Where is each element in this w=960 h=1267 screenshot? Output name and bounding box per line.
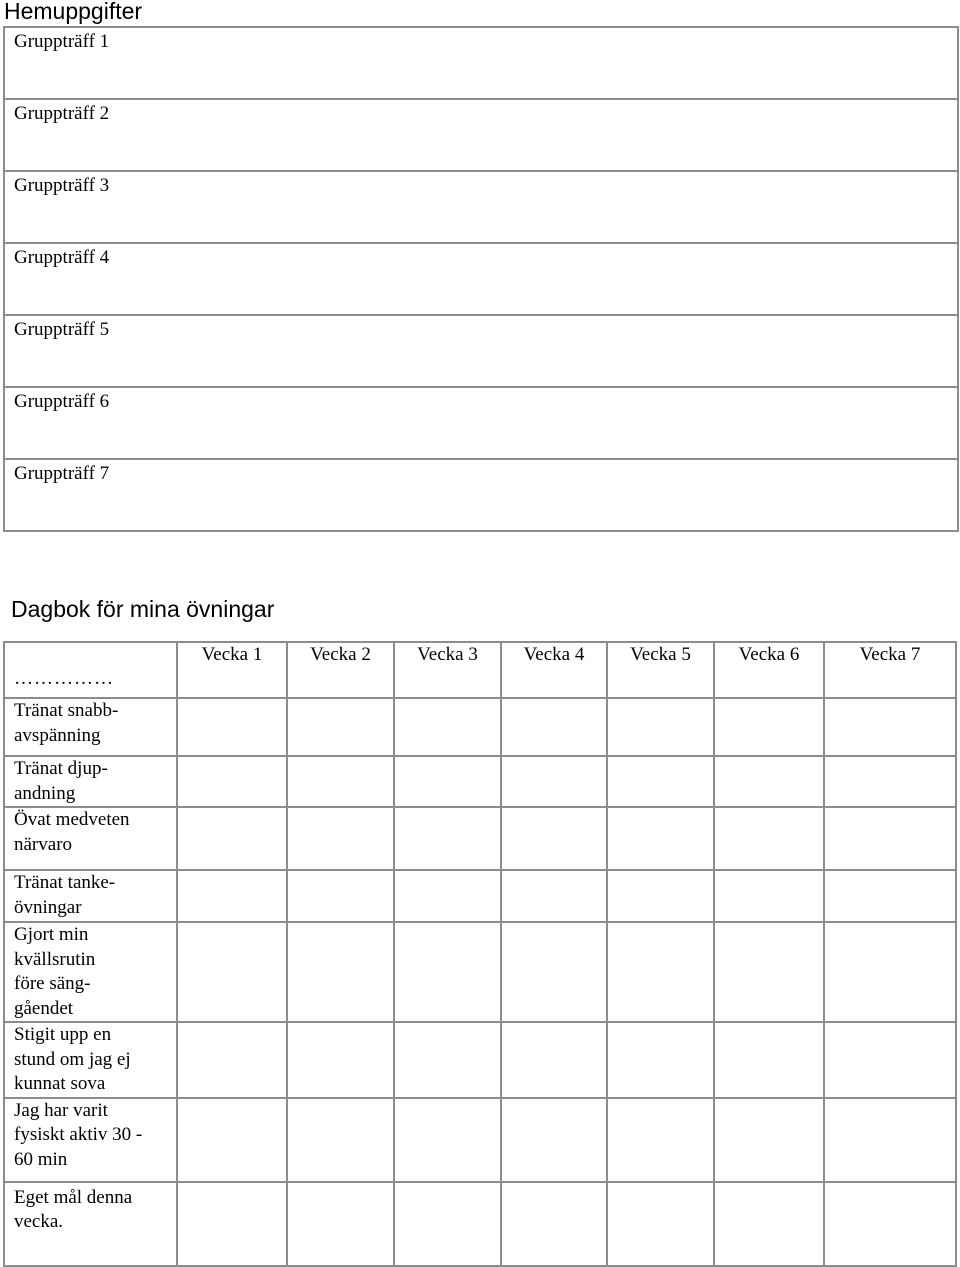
table-cell[interactable] [4, 243, 958, 315]
table-cell[interactable] [4, 387, 958, 459]
table-row [4, 807, 956, 870]
table-row [4, 1182, 956, 1266]
table-row [4, 870, 956, 922]
week-header: Vecka 5 [607, 642, 714, 698]
entry-cell[interactable] [824, 870, 956, 922]
label-line: stund om jag ej [14, 1048, 131, 1070]
meeting-label: Gruppträff 5 [14, 319, 110, 340]
entry-cell[interactable] [177, 1182, 287, 1266]
entry-cell[interactable] [287, 807, 394, 870]
entry-cell[interactable] [177, 922, 287, 1022]
diary-title: Dagbok för mina övningar [11, 596, 275, 622]
diary-table [3, 641, 957, 1267]
entry-cell[interactable] [287, 922, 394, 1022]
corner-cell [4, 642, 177, 698]
entry-cell[interactable] [394, 756, 501, 807]
label-line: övningar [14, 896, 82, 918]
label-line: Jag har varit [14, 1099, 108, 1121]
label-line: 60 min [14, 1148, 68, 1170]
entry-cell[interactable] [394, 870, 501, 922]
entry-cell[interactable] [607, 1098, 714, 1182]
entry-cell[interactable] [177, 870, 287, 922]
exercise-label [4, 1022, 177, 1098]
entry-cell[interactable] [714, 922, 824, 1022]
exercise-label [4, 922, 177, 1022]
entry-cell[interactable] [824, 1022, 956, 1098]
table-row [4, 171, 958, 243]
entry-cell[interactable] [714, 1022, 824, 1098]
label-line: Tränat djup- [14, 758, 108, 779]
exercise-label [4, 870, 177, 922]
entry-cell[interactable] [714, 1182, 824, 1266]
table-cell[interactable] [4, 27, 958, 99]
exercise-label [4, 698, 177, 756]
entry-cell[interactable] [824, 698, 956, 756]
entry-cell[interactable] [607, 870, 714, 922]
meeting-label: Gruppträff 4 [14, 247, 110, 268]
label-line: avspänning [14, 724, 101, 746]
table-row [4, 315, 958, 387]
week-header: Vecka 2 [287, 642, 394, 698]
entry-cell[interactable] [607, 1022, 714, 1098]
entry-cell[interactable] [607, 807, 714, 870]
label-line: fysiskt aktiv 30 - [14, 1124, 143, 1145]
entry-cell[interactable] [501, 1182, 607, 1266]
exercise-label [4, 756, 177, 807]
table-row [4, 1098, 956, 1182]
entry-cell[interactable] [501, 807, 607, 870]
entry-cell[interactable] [394, 1022, 501, 1098]
week-header: Vecka 4 [501, 642, 607, 698]
entry-cell[interactable] [177, 698, 287, 756]
entry-cell[interactable] [607, 1182, 714, 1266]
entry-cell[interactable] [607, 922, 714, 1022]
meeting-label: Gruppträff 3 [14, 175, 110, 196]
entry-cell[interactable] [501, 756, 607, 807]
entry-cell[interactable] [177, 1098, 287, 1182]
table-row [4, 27, 958, 99]
entry-cell[interactable] [607, 698, 714, 756]
meeting-label: Gruppträff 2 [14, 103, 110, 124]
table-row [4, 922, 956, 1022]
week-header: Vecka 1 [177, 642, 287, 698]
label-line: Tränat tanke- [14, 872, 116, 893]
label-line: andning [14, 782, 76, 804]
table-row [4, 642, 956, 698]
label-line: kunnat sova [14, 1073, 106, 1094]
week-header: Vecka 3 [394, 642, 501, 698]
entry-cell[interactable] [824, 756, 956, 807]
entry-cell[interactable] [714, 698, 824, 756]
exercise-label [4, 807, 177, 870]
label-line: Gjort min [14, 924, 89, 945]
exercise-label [4, 1098, 177, 1182]
week-header: Vecka 6 [714, 642, 824, 698]
entry-cell[interactable] [824, 1182, 956, 1266]
entry-cell[interactable] [177, 807, 287, 870]
entry-cell[interactable] [714, 807, 824, 870]
entry-cell[interactable] [824, 1098, 956, 1182]
label-line: Övat medveten [14, 809, 130, 830]
table-row [4, 1022, 956, 1098]
entry-cell[interactable] [714, 870, 824, 922]
table-row [4, 99, 958, 171]
label-line: Eget mål denna [14, 1186, 133, 1208]
table-cell[interactable] [4, 459, 958, 531]
entry-cell[interactable] [501, 1098, 607, 1182]
label-line: gåendet [14, 997, 74, 1019]
table-row [4, 698, 956, 756]
entry-cell[interactable] [501, 698, 607, 756]
week-header: Vecka 7 [824, 642, 956, 698]
label-line: närvaro [14, 833, 73, 855]
table-row [4, 756, 956, 807]
entry-cell[interactable] [714, 1098, 824, 1182]
table-cell[interactable] [4, 171, 958, 243]
label-line: Tränat snabb- [14, 700, 119, 721]
label-line: vecka. [14, 1211, 64, 1232]
exercise-label [4, 1182, 177, 1266]
label-line: Stigit upp en [14, 1024, 112, 1045]
table-cell[interactable] [4, 315, 958, 387]
table-cell[interactable] [4, 99, 958, 171]
page-title: Hemuppgifter [4, 0, 143, 24]
meeting-label: Gruppträff 1 [14, 31, 110, 52]
entry-cell[interactable] [177, 756, 287, 807]
entry-cell[interactable] [824, 922, 956, 1022]
entry-cell[interactable] [824, 807, 956, 870]
meeting-label: Gruppträff 6 [14, 391, 110, 412]
entry-cell[interactable] [177, 1022, 287, 1098]
entry-cell[interactable] [287, 1182, 394, 1266]
entry-cell[interactable] [501, 922, 607, 1022]
meeting-label: Gruppträff 7 [14, 463, 110, 484]
entry-cell[interactable] [394, 807, 501, 870]
label-line: före säng- [14, 973, 91, 994]
entry-cell[interactable] [501, 870, 607, 922]
table-row [4, 387, 958, 459]
dotted-line: …………… [14, 668, 114, 689]
label-line: kvällsrutin [14, 948, 96, 970]
entry-cell[interactable] [394, 698, 501, 756]
entry-cell[interactable] [501, 1022, 607, 1098]
entry-cell[interactable] [287, 1098, 394, 1182]
entry-cell[interactable] [714, 756, 824, 807]
entry-cell[interactable] [287, 1022, 394, 1098]
entry-cell[interactable] [394, 1182, 501, 1266]
entry-cell[interactable] [287, 698, 394, 756]
table-row [4, 243, 958, 315]
group-meetings-table [3, 26, 959, 532]
table-row [4, 459, 958, 531]
entry-cell[interactable] [287, 756, 394, 807]
entry-cell[interactable] [394, 922, 501, 1022]
entry-cell[interactable] [394, 1098, 501, 1182]
entry-cell[interactable] [607, 756, 714, 807]
entry-cell[interactable] [287, 870, 394, 922]
